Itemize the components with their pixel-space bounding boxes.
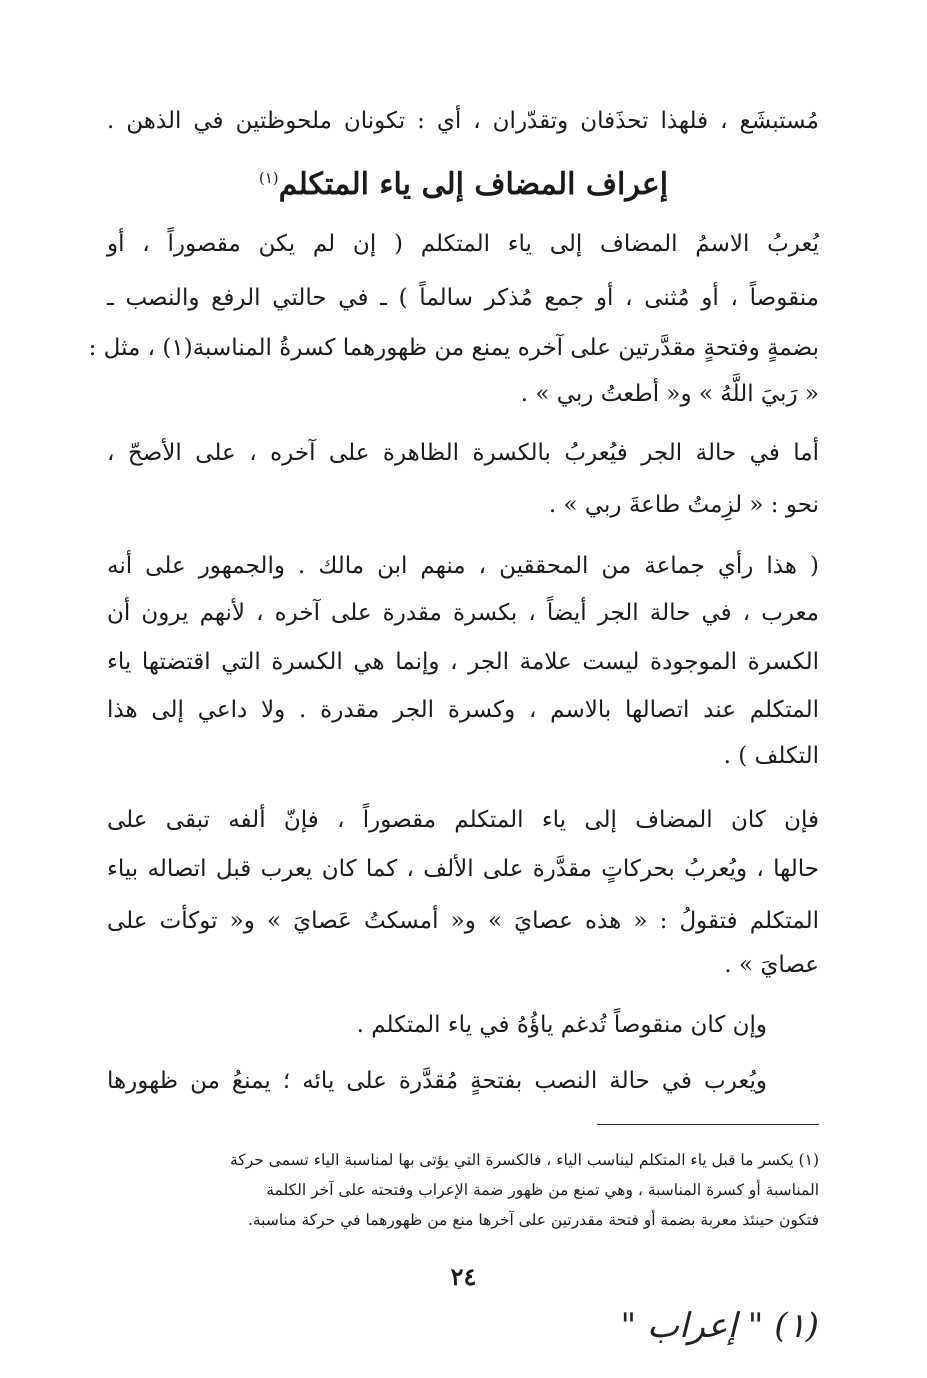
footnote-line: المناسبة أو كسرة المناسبة ، وهي تمنع من ظهور ضمة الإعراب وفتحته على آخر الكلمة	[266, 1181, 819, 1199]
text-line: بضمةٍ وفتحةٍ مقدَّرتين على آخره يمنع من ظهورهما كسرةُ المناسبة(١) ، مثل :	[88, 335, 819, 361]
text-line: ويُعرب في حالة النصب بفتحةٍ مُقدَّرة على يائه ؛ يمنعُ من ظهورها	[107, 1068, 767, 1094]
footnote-divider	[597, 1124, 819, 1125]
text-line: حالها ، ويُعربُ بحركاتٍ مقدَّرة على الألف ، كما كان يعرب قبل اتصاله بياء	[107, 856, 819, 882]
text-line: « رَبيَ اللَّهُ » و« أطعتُ ربي » .	[520, 381, 819, 407]
page-number: ٢٤	[450, 1262, 477, 1291]
heading-text: إعراف المضاف إلى ياء المتكلم	[278, 167, 669, 202]
text-line: نحو : « لزِمتُ طاعةَ ربي » .	[548, 492, 819, 518]
text-line: الكسرة الموجودة ليست علامة الجر ، وإنما هي الكسرة التي اقتضتها ياء	[107, 649, 819, 675]
text-line: فإن كان المضاف إلى ياء المتكلم مقصوراً ، فإنّ ألفه تبقى على	[107, 807, 819, 833]
section-heading	[0, 156, 927, 207]
text-line: عصايَ » .	[724, 952, 819, 978]
text-line: وإن كان منقوصاً تُدغم ياؤُهُ في ياء المتكلم .	[356, 1012, 767, 1038]
text-line: المتكلم عند اتصالها بالاسم ، وكسرة الجر مقدرة . ولا داعي إلى هذا	[107, 697, 819, 723]
text-line: معرب ، في حالة الجر أيضاً ، بكسرة مقدرة على آخره ، لأنهم يرون أن	[107, 600, 819, 626]
text-line: المتكلم فتقولُ : « هذه عصايَ » و« أمسكتُ عَصايَ » و« توكأت على	[107, 908, 819, 934]
text-line: يُعربُ الاسمُ المضاف إلى ياء المتكلم ( إن لم يكن مقصوراً ، أو	[107, 231, 819, 257]
handwritten-annotation: (١) " إعراب "	[620, 1306, 819, 1346]
footnote-line: (١) يكسر ما قبل ياء المتكلم ليناسب الياء ، فالكسرة التي يؤتى بها لمناسبة الياء تسمى حركة	[230, 1151, 819, 1169]
text-line: أما في حالة الجر فيُعربُ بالكسرة الظاهرة على آخره ، على الأصحّ ،	[107, 440, 819, 466]
heading-footnote-mark: (١)	[258, 169, 279, 187]
text-line: ( هذا رأي جماعة من المحققين ، منهم ابن مالك . والجمهور على أنه	[107, 553, 819, 579]
text-line: مُستبشَع ، فلهذا تحذَفان وتقدّران ، أي : تكونان ملحوظتين في الذهن .	[107, 108, 819, 134]
text-line: منقوصاً ، أو مُثنى ، أو جمع مُذكر سالماً ) ـ في حالتي الرفع والنصب ـ	[107, 285, 819, 311]
text-line: التكلف ) .	[723, 743, 819, 769]
footnote-line: فتكون حينئذ معربة بضمة أو فتحة مقدرتين على آخرها منع من ظهورهما في حركة مناسبة.	[247, 1211, 819, 1229]
